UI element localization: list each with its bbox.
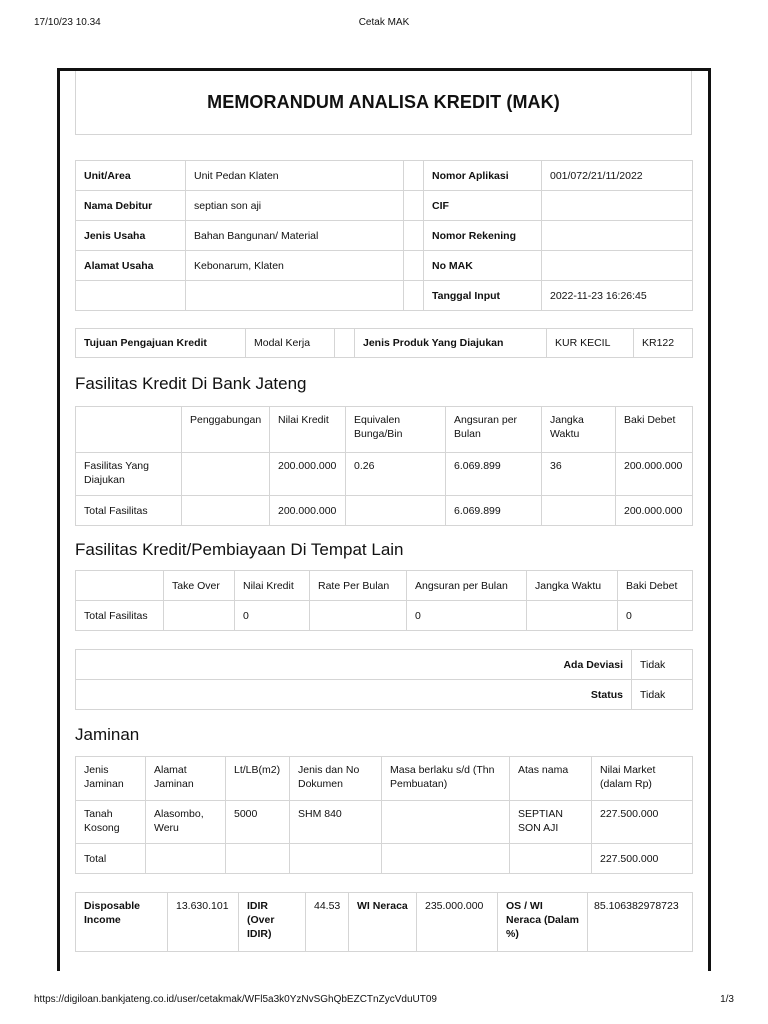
table-cell: Fasilitas Yang Diajukan (76, 453, 182, 496)
table-cell: Total (76, 844, 146, 874)
fasilitas-bank-section (75, 406, 692, 526)
table-cell: 0 (235, 601, 310, 631)
produk-value: KUR KECIL (547, 329, 634, 358)
nama-debitur-label: Nama Debitur (76, 191, 186, 221)
wi-neraca-label: WI Neraca (349, 893, 417, 952)
deviasi-table (75, 649, 693, 710)
table-row (76, 496, 693, 526)
tujuan-label: Tujuan Pengajuan Kredit (76, 329, 246, 358)
fasilitas-bank-header: Nilai Kredit (270, 407, 346, 453)
table-cell: 200.000.000 (616, 496, 693, 526)
table-cell: Total Fasilitas (76, 601, 164, 631)
spacer-cell (404, 251, 424, 281)
jenis-usaha-value: Bahan Bangunan/ Material (186, 221, 404, 251)
fasilitas-lain-header: Take Over (164, 571, 235, 601)
jaminan-table (75, 756, 693, 874)
unit-area-label: Unit/Area (76, 161, 186, 191)
jaminan-header: Masa berlaku s/d (Thn Pembuatan) (382, 757, 510, 801)
table-cell: SHM 840 (290, 801, 382, 844)
cif-label: CIF (424, 191, 542, 221)
print-header (0, 17, 768, 31)
table-row (76, 453, 693, 496)
fasilitas-lain-title: Fasilitas Kredit/Pembiayaan Di Tempat Lain (75, 540, 404, 559)
spacer-cell (404, 221, 424, 251)
tanggal-input-label: Tanggal Input (424, 281, 542, 311)
table-cell (226, 844, 290, 874)
ada-deviasi-value: Tidak (632, 650, 693, 680)
fasilitas-bank-header: Angsuran per Bulan (446, 407, 542, 453)
fasilitas-lain-header: Rate Per Bulan (310, 571, 407, 601)
idir-value: 44.53 (306, 893, 349, 952)
print-url: https://digiloan.bankjateng.co.id/user/cetakmak/WFl5a3k0YzNvSGhQbEZCTnZycVduUT09 (34, 994, 437, 1005)
summary-section (75, 892, 692, 952)
print-datetime: 17/10/23 10.34 (34, 17, 101, 28)
table-cell: 0 (407, 601, 527, 631)
spacer-cell (335, 329, 355, 358)
alamat-usaha-label: Alamat Usaha (76, 251, 186, 281)
spacer-cell (404, 281, 424, 311)
fasilitas-lain-header: Baki Debet (618, 571, 693, 601)
empty-cell (76, 281, 186, 311)
status-label: Status (76, 680, 632, 710)
jaminan-section (75, 756, 692, 874)
nomor-rekening-value (542, 221, 693, 251)
table-cell: SEPTIAN SON AJI (510, 801, 592, 844)
print-page-title: Cetak MAK (358, 17, 410, 28)
nomor-aplikasi-value: 001/072/21/11/2022 (542, 161, 693, 191)
status-value: Tidak (632, 680, 693, 710)
jaminan-header: Atas nama (510, 757, 592, 801)
unit-area-value: Unit Pedan Klaten (186, 161, 404, 191)
table-cell: 6.069.899 (446, 453, 542, 496)
table-cell: 36 (542, 453, 616, 496)
table-cell (182, 496, 270, 526)
os-wi-neraca-label: OS / WI Neraca (Dalam %) (498, 893, 588, 952)
table-cell: 0.26 (346, 453, 446, 496)
fasilitas-lain-section (75, 570, 692, 631)
fasilitas-bank-header: Penggabungan (182, 407, 270, 453)
table-cell: 0 (618, 601, 693, 631)
tanggal-input-value: 2022-11-23 16:26:45 (542, 281, 693, 311)
jaminan-header: Lt/LB(m2) (226, 757, 290, 801)
table-cell (382, 801, 510, 844)
spacer-cell (404, 191, 424, 221)
empty-cell (186, 281, 404, 311)
jaminan-title: Jaminan (75, 725, 140, 744)
produk-label: Jenis Produk Yang Diajukan (355, 329, 547, 358)
table-cell: Alasombo, Weru (146, 801, 226, 844)
jenis-usaha-label: Jenis Usaha (76, 221, 186, 251)
disposable-income-label: Disposable Income (76, 893, 168, 952)
fasilitas-lain-header (76, 571, 164, 601)
table-cell (510, 844, 592, 874)
title-box (75, 71, 692, 135)
table-cell (346, 496, 446, 526)
document-title: MEMORANDUM ANALISA KREDIT (MAK) (207, 92, 560, 112)
table-cell: Total Fasilitas (76, 496, 182, 526)
fasilitas-lain-header: Angsuran per Bulan (407, 571, 527, 601)
ada-deviasi-label: Ada Deviasi (76, 650, 632, 680)
nama-debitur-value: septian son aji (186, 191, 404, 221)
spacer-cell (404, 161, 424, 191)
produk-code: KR122 (634, 329, 693, 358)
summary-table (75, 892, 693, 952)
os-wi-neraca-value: 85.106382978723 (588, 893, 693, 952)
table-cell (290, 844, 382, 874)
fasilitas-lain-table (75, 570, 693, 631)
fasilitas-bank-header: Equivalen Bunga/Bin (346, 407, 446, 453)
print-page-number: 1/3 (720, 994, 734, 1005)
tujuan-table (75, 328, 693, 358)
table-row (76, 801, 693, 844)
info-section (75, 160, 692, 311)
no-mak-label: No MAK (424, 251, 542, 281)
fasilitas-bank-table (75, 406, 693, 526)
alamat-usaha-value: Kebonarum, Klaten (186, 251, 404, 281)
jaminan-header: Jenis Jaminan (76, 757, 146, 801)
fasilitas-bank-header: Baki Debet (616, 407, 693, 453)
table-cell: 227.500.000 (592, 844, 693, 874)
table-cell (382, 844, 510, 874)
table-cell: Tanah Kosong (76, 801, 146, 844)
document-frame (57, 68, 711, 971)
deviasi-section (75, 649, 692, 710)
no-mak-value (542, 251, 693, 281)
nomor-rekening-label: Nomor Rekening (424, 221, 542, 251)
fasilitas-bank-header: Jangka Waktu (542, 407, 616, 453)
table-cell (146, 844, 226, 874)
cif-value (542, 191, 693, 221)
table-cell: 5000 (226, 801, 290, 844)
table-cell: 200.000.000 (270, 453, 346, 496)
fasilitas-lain-header: Jangka Waktu (527, 571, 618, 601)
print-footer (0, 994, 768, 1008)
table-cell: 6.069.899 (446, 496, 542, 526)
table-cell (182, 453, 270, 496)
table-cell: 227.500.000 (592, 801, 693, 844)
nomor-aplikasi-label: Nomor Aplikasi (424, 161, 542, 191)
jaminan-header: Nilai Market (dalam Rp) (592, 757, 693, 801)
jaminan-header: Alamat Jaminan (146, 757, 226, 801)
table-cell: 200.000.000 (270, 496, 346, 526)
table-cell (527, 601, 618, 631)
table-cell (310, 601, 407, 631)
jaminan-header: Jenis dan No Dokumen (290, 757, 382, 801)
info-table (75, 160, 693, 311)
fasilitas-lain-header: Nilai Kredit (235, 571, 310, 601)
table-row (76, 601, 693, 631)
table-cell: 200.000.000 (616, 453, 693, 496)
wi-neraca-value: 235.000.000 (417, 893, 498, 952)
fasilitas-bank-title: Fasilitas Kredit Di Bank Jateng (75, 374, 307, 393)
table-cell (164, 601, 235, 631)
table-row (76, 844, 693, 874)
table-cell (542, 496, 616, 526)
fasilitas-bank-header (76, 407, 182, 453)
tujuan-section (75, 328, 692, 358)
idir-label: IDIR (Over IDIR) (239, 893, 306, 952)
disposable-income-value: 13.630.101 (168, 893, 239, 952)
tujuan-value: Modal Kerja (246, 329, 335, 358)
